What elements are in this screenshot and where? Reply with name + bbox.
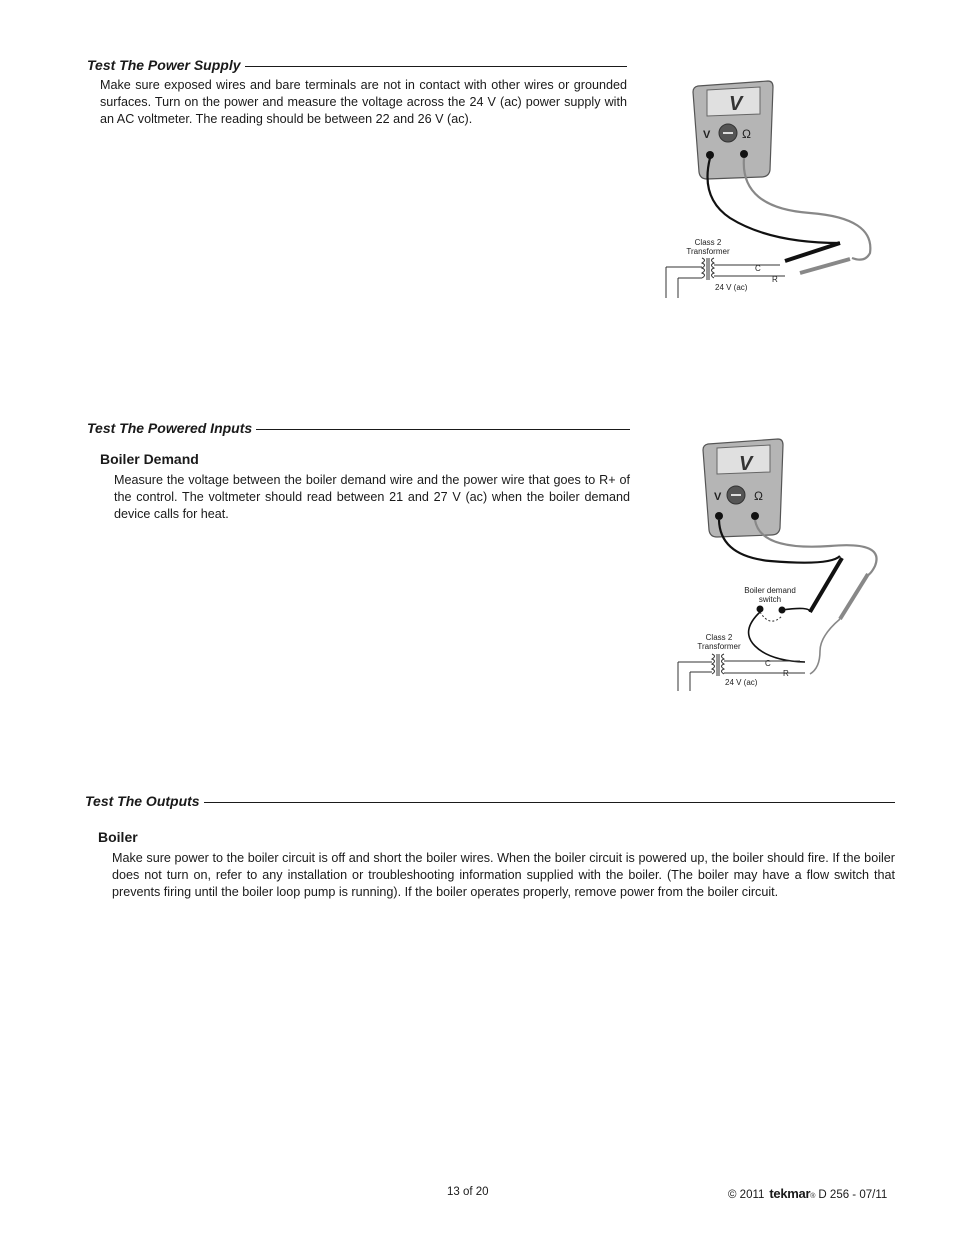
transformer-symbol — [666, 258, 785, 298]
brand-logo: tekmar — [769, 1186, 811, 1201]
heading-rule — [245, 66, 627, 67]
meter-volt-label: V — [714, 491, 722, 503]
transformer-label-1: Class 2 — [705, 633, 733, 642]
page-number: 13 of 20 — [447, 1186, 489, 1198]
boiler-subheading: Boiler — [98, 829, 138, 845]
boiler-demand-diagram — [670, 436, 900, 696]
footer-right — [728, 1186, 887, 1201]
meter-display-text: V — [729, 93, 743, 115]
power-supply-text: Make sure exposed wires and bare terminals are not in contact with other wires or grounded surfaces. Turn on the power and measure the voltage across the 24 V (ac) power supply with an AC voltmeter. The reading should be between 22 and 26 V (ac). — [100, 78, 627, 126]
voltage-label: 24 V (ac) — [725, 678, 758, 687]
section-title: Test The Powered Inputs — [87, 420, 253, 436]
outputs-text: Make sure power to the boiler circuit is off and short the boiler wires. When the boiler circuit is powered up, the boiler should fire. If the boiler does not turn on, refer to any installation or troubleshooting information supplied with the boiler. (The boiler may have a flow switch that prevents firing until the boiler loop pump is running). If the boiler operates properly, remove power from the boiler circuit. — [112, 851, 895, 899]
switch-label-1: Boiler demand — [744, 586, 796, 595]
copyright: © 2011 — [728, 1189, 765, 1201]
meter-ohm-label: Ω — [754, 489, 763, 503]
section-heading-power-supply — [87, 57, 627, 73]
probe-gray — [800, 259, 850, 273]
probe-gray — [840, 574, 868, 619]
voltage-label: 24 V (ac) — [715, 283, 748, 292]
section-title: Test The Outputs — [85, 793, 200, 809]
meter-ohm-label: Ω — [742, 127, 751, 141]
power-supply-diagram — [660, 78, 890, 303]
probe-black — [785, 243, 840, 261]
terminal-c-label: C — [755, 264, 761, 273]
heading-rule — [204, 802, 895, 803]
heading-rule — [256, 429, 630, 430]
powered-inputs-text: Measure the voltage between the boiler demand wire and the power wire that goes to R+ of the control. The voltmeter should read between 21 and 27 V (ac) when the boiler demand device calls for heat. — [114, 473, 630, 521]
transformer-label-1: Class 2 — [694, 238, 722, 247]
probe-black — [810, 558, 842, 612]
brand-registered-mark: ® — [810, 1193, 816, 1200]
section-heading-outputs — [85, 793, 895, 809]
voltmeter — [693, 81, 773, 179]
section-title: Test The Power Supply — [87, 57, 241, 73]
boiler-demand-subheading: Boiler Demand — [100, 451, 199, 467]
boiler-demand-switch — [749, 606, 840, 675]
terminal-r-label: R — [783, 669, 789, 678]
voltmeter — [703, 439, 783, 537]
transformer-label-2: Transformer — [686, 247, 730, 256]
transformer-label-2: Transformer — [697, 642, 741, 651]
section-heading-powered-inputs — [87, 420, 630, 436]
switch-label-2: switch — [758, 595, 782, 604]
document-id: D 256 - 07/11 — [818, 1189, 888, 1201]
meter-volt-label: V — [703, 129, 711, 141]
terminal-r-label: R — [772, 275, 778, 284]
meter-display-text: V — [739, 453, 753, 475]
terminal-c-label: C — [765, 659, 771, 668]
